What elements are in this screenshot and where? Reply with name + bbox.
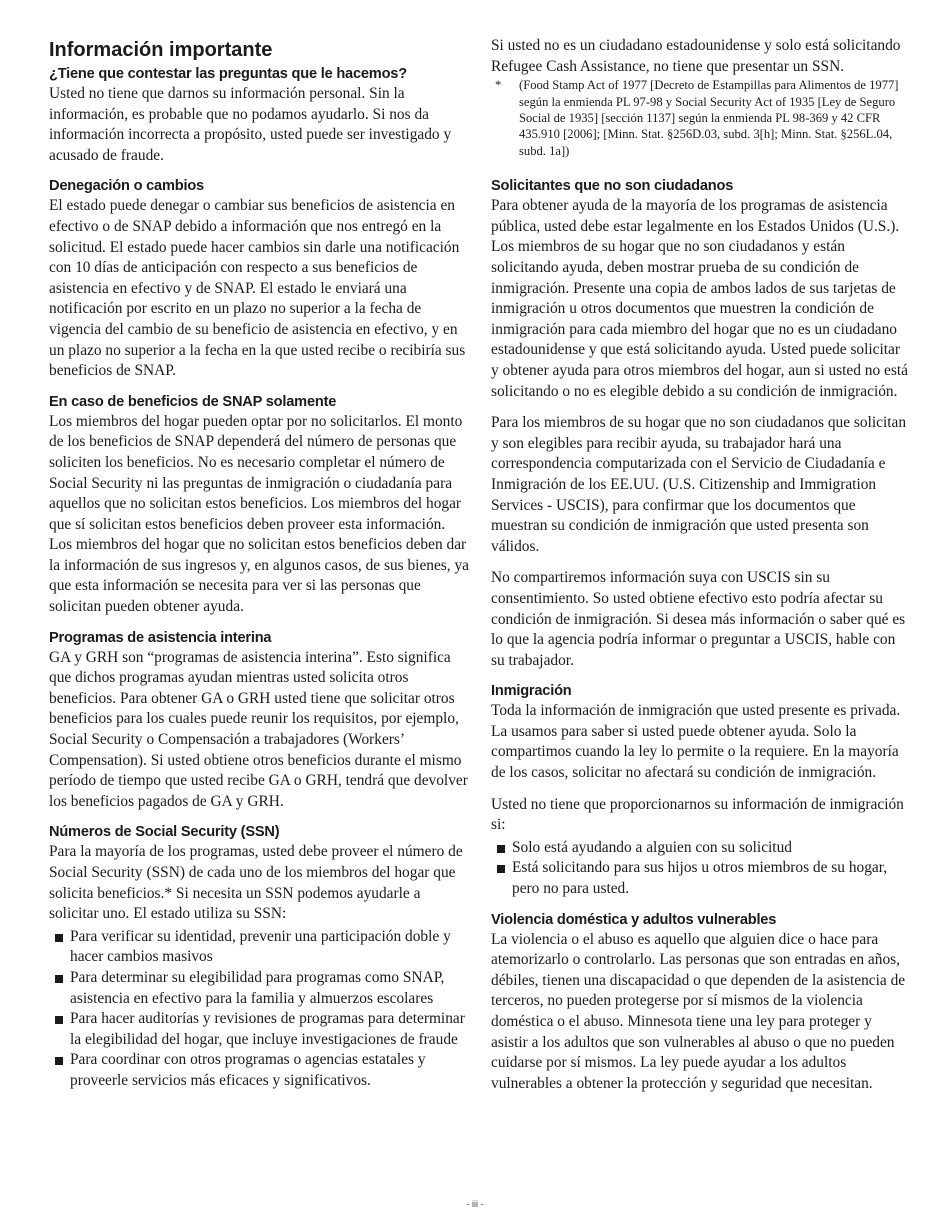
section-heading-ssn: Números de Social Security (SSN) [49,824,280,841]
list-item: Para verificar su identidad, prevenir una participación doble y hacer cambios masivos [49,927,471,968]
section-text-noncitizens-1: Para obtener ayuda de la mayoría de los programas de asistencia pública, usted debe estar legalmente en los Estados Unidos (U.S.). Los miembros de su hogar que no son ciudadanos y están solicitando ayuda, deben mostrar prueba de su condición de inmigración. Presente una copia de ambos lados de sus tarjetas de inmigración u otros documentos que muestren la condición de inmigración para cada miembro del hogar que no es un ciudadano estadounidense y que está solicitando ayuda. Usted puede solicitar y obtener ayuda para otros miembros del hogar, aun si usted no está solicitando o no es elegible debido a su condición de inmigración. [491,197,908,400]
bullet-square-icon [497,845,505,853]
immigration-exceptions-list [491,838,911,900]
list-item: Para coordinar con otros programas o agencias estatales y proveerle servicios más eficaces y significativos. [49,1050,471,1091]
section-heading-interim: Programas de asistencia interina [49,629,272,646]
section-text-interim: GA y GRH son “programas de asistencia interina”. Esto significa que dichos programas ayudan mientras usted solicita otros beneficios. Para obtener GA o GRH usted tiene que solicitar otros beneficios para los cuales puede reunir los requisitos, por ejemplo, Social Security o Compensación a trabajadores (Workers’ Compensation). Si usted obtiene otros beneficios durante el mismo período de tiempo que usted recibe GA o GRH, tendrá que devolver los beneficios pagados de GA y GRH. [49,648,468,810]
section-text-noncitizens-2: Para los miembros de su hogar que no son ciudadanos que solicitan y son elegibles para recibir ayuda, su trabajador hará una correspondencia computarizada con el Servicio de Ciudadanía e Inmigración de los EE.UU. (U.S. Citizenship and Immigration Services - USCIS), para confirmar que los documentos que muestran su condición de inmigración que usted presenta son válidos. [491,414,907,555]
right-column [491,36,911,1094]
section-text-violence: La violencia o el abuso es aquello que alguien dice o hace para atemorizarlo o controlarlo. Las personas que son entradas en años, débiles, tienen una discapacidad o que dependen de la asistencia de terceros, no pueden protegerse por sí mismos de la violencia doméstica o el abuso. Minnesota tiene una ley para proteger y asistir a los adultos que son vulnerables al abuso o que no pueden cuidarse por sí mismos. La ley puede ayudar a los adultos vulnerables a obtener la protección y seguridad que necesitan. [491,930,906,1092]
section-text-denial: El estado puede denegar o cambiar sus beneficios de asistencia en efectivo o de SNAP debido a información que nos entregó en la solicitud. El estado puede hacer cambios sin darle una notificación con 10 días de anticipación con respecto a sus beneficios de asistencia en efectivo y de SNAP. El estado le enviará una notificación por escrito en un plazo no superior a la fecha de vigencia del cambio de su beneficio de asistencia en efectivo, y en un plazo no superior a la fecha en la que usted recibe o recibiría sus beneficios de SNAP. [49,197,466,380]
section-heading-immigration: Inmigración [491,683,572,700]
section-text-immigration-2: Usted no tiene que proporcionarnos su información de inmigración si: [491,795,904,834]
bullet-square-icon [55,934,63,942]
section-heading-denial: Denegación o cambios [49,178,204,195]
list-item: Para determinar su elegibilidad para programas como SNAP, asistencia en efectivo para la familia y almuerzos escolares [49,968,471,1009]
section-text-snap-only: Los miembros del hogar pueden optar por no solicitarlos. El monto de los beneficios de SNAP dependerá del número de personas que soliciten los beneficios. No es necesario completar el número de Social Security ni las preguntas de inmigración o ciudadanía para aquellos que no solicitan estos beneficios. Los miembros del hogar que sí solicitan estos beneficios deben proveer esta información. Los miembros del hogar que no solicitan estos beneficios deben dar la información de sus ingresos y, en algunos casos, de sus bienes, ya que esta información se necesita para ver si las personas que solicitan pueden obtener ayuda. [49,412,470,616]
page-title: Información importante [49,39,273,61]
left-column [49,36,471,1092]
section-heading-snap-only: En caso de beneficios de SNAP solamente [49,393,337,410]
section-heading-questions: ¿Tiene que contestar las preguntas que le hacemos? [49,66,407,82]
bullet-square-icon [497,865,505,873]
section-text-ssn: Para la mayoría de los programas, usted debe proveer el número de Social Security (SSN) de cada uno de los miembros del hogar que solicita beneficios.* Si necesita un SSN podemos ayudarle a solicitar uno. El estado utiliza su SSN: [49,843,463,923]
section-text-immigration-1: Toda la información de inmigración que usted presente es privada. La usamos para saber si usted puede obtener ayuda. Solo la compartimos cuando la ley lo permite o la requiere. En la mayoría de los casos, solicitar no afectará su condición de inmigración. [491,702,901,782]
list-item: Solo está ayudando a alguien con su solicitud [491,838,911,859]
section-heading-violence: Violencia doméstica y adultos vulnerables [491,911,777,928]
bullet-square-icon [55,1016,63,1024]
footnote-text: (Food Stamp Act of 1977 [Decreto de Estampillas para Alimentos de 1977] según la enmienda PL 97-98 y Social Security Act of 1935 [Ley de Seguro Social de 1935] [sección 1137] según la enmienda PL 98-369 y 42 CFR 435.910 [2006]; [Minn. Stat. §256D.03, subd. 3[h]; Minn. Stat. §256L.04, subd. 1a]) [519,78,899,158]
list-item: Para hacer auditorías y revisiones de programas para determinar la elegibilidad del hogar, que incluye investigaciones de fraude [49,1009,471,1050]
footnote-marker: * [495,78,502,93]
bullet-square-icon [55,975,63,983]
section-text-questions: Usted no tiene que darnos su información personal. Sin la información, es probable que no podamos ayudarlo. Si nos da información incorrecta a propósito, usted puede ser investigado y acusado de fraude. [49,85,452,164]
page-number: - iii - [466,1199,484,1209]
section-heading-noncitizens: Solicitantes que no son ciudadanos [491,178,734,195]
footnote [491,77,911,159]
ssn-uses-list [49,927,471,1092]
refugee-ssn-text: Si usted no es un ciudadano estadounidense y solo está solicitando Refugee Cash Assistance, no tiene que presentar un SSN. [491,37,901,75]
list-item: Está solicitando para sus hijos u otros miembros de su hogar, pero no para usted. [491,858,911,899]
section-text-noncitizens-3: No compartiremos información suya con USCIS sin su consentimiento. So usted obtiene efectivo esto podría afectar su condición de inmigración. Si desea más información o saber qué es lo que la agencia podría informar o preguntar a USCIS, hable con su trabajador. [491,569,906,669]
bullet-square-icon [55,1057,63,1065]
